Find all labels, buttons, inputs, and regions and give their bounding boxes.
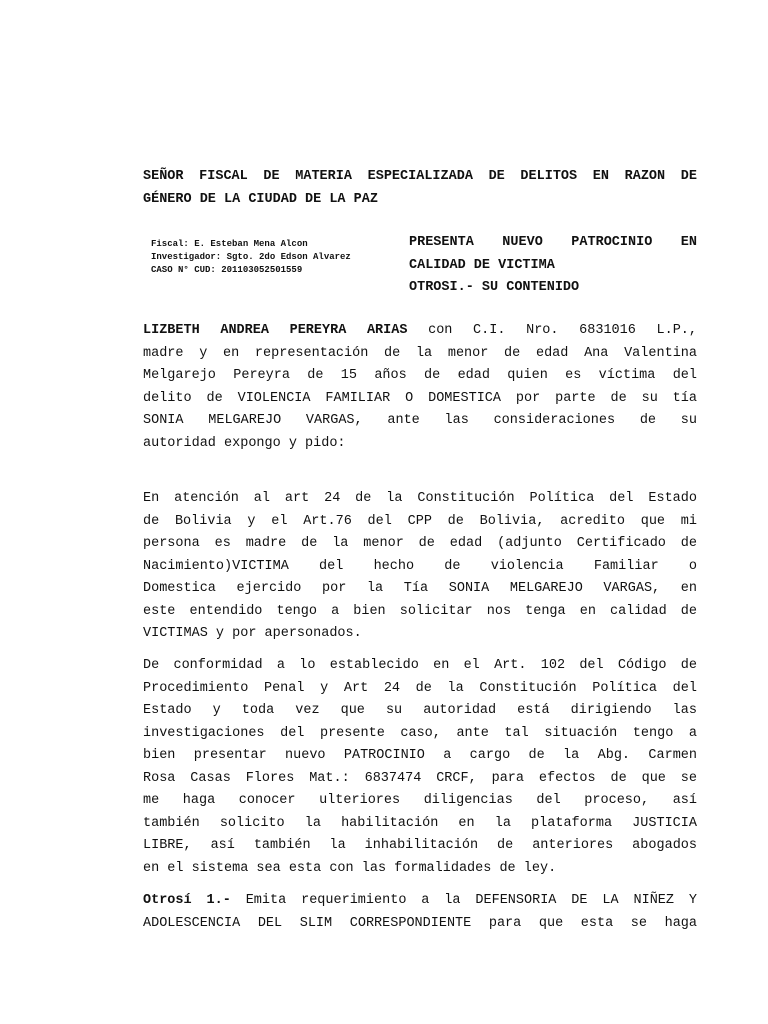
para2-line: investigaciones del presente caso, ante tal situación tengo a bbox=[143, 725, 697, 741]
para1-line: VICTIMAS y por apersonados. bbox=[143, 626, 362, 641]
case-investigador: Investigador: Sgto. 2do Edson Alvarez bbox=[151, 252, 351, 262]
para2-line: De conformidad a lo establecido en el Art. 102 del Código de bbox=[143, 658, 697, 673]
otrosi-line bbox=[143, 890, 697, 913]
reference-block bbox=[409, 232, 697, 300]
paragraph-2 bbox=[143, 655, 697, 880]
para2-line: en el sistema sea esta con las formalidades de ley. bbox=[143, 860, 557, 876]
paragraph-1 bbox=[143, 488, 697, 646]
otrosi-line: ADOLESCENCIA DEL SLIM CORRESPONDIENTE para que esta se haga bbox=[143, 915, 697, 931]
para1-line: En atención al art 24 de la Constitución Política del Estado bbox=[143, 491, 697, 506]
document-page bbox=[143, 0, 697, 1024]
heading-line-1: SEÑOR FISCAL DE MATERIA ESPECIALIZADA DE DELITOS EN RAZON DE bbox=[143, 169, 697, 184]
para2-line: bien presentar nuevo PATROCINIO a cargo de la Abg. Carmen bbox=[143, 748, 697, 763]
para2-line: Procedimiento Penal y Art 24 de la Constitución Política del bbox=[143, 680, 697, 696]
reference-line-3: OTROSI.- SU CONTENIDO bbox=[409, 280, 580, 295]
para1-line: de Bolivia y el Art.76 del CPP de Bolivia, acredito que mi bbox=[143, 513, 697, 529]
para2-line: Rosa Casas Flores Mat.: 6837474 CRCF, para efectos de que se bbox=[143, 770, 697, 786]
intro-line: delito de VIOLENCIA FAMILIAR O DOMESTICA por parte de su tía bbox=[143, 390, 697, 406]
case-number: CASO N° CUD: 201103052501559 bbox=[151, 265, 303, 275]
para2-line: también solicito la habilitación en la plataforma JUSTICIA bbox=[143, 815, 697, 831]
petitioner-name: LIZBETH ANDREA PEREYRA ARIAS bbox=[143, 323, 408, 338]
intro-line: SONIA MELGAREJO VARGAS, ante las consideraciones de su bbox=[143, 413, 697, 428]
otrosi-line-1-rest: Emita requerimiento a la DEFENSORIA DE LA NIÑEZ Y bbox=[230, 893, 697, 908]
case-fiscal: Fiscal: E. Esteban Mena Alcon bbox=[151, 239, 308, 249]
intro-line-1-rest: con C.I. Nro. 6831016 L.P., bbox=[407, 323, 698, 338]
intro-line bbox=[143, 320, 697, 343]
case-meta bbox=[151, 238, 381, 277]
para1-line: este entendido tengo a bien solicitar nos tenga en calidad de bbox=[143, 603, 697, 619]
intro-line: Melgarejo Pereyra de 15 años de edad quien es víctima del bbox=[143, 368, 697, 383]
reference-line-1: PRESENTA NUEVO PATROCINIO EN bbox=[409, 235, 697, 250]
para2-line: LIBRE, así también la inhabilitación de anteriores abogados bbox=[143, 838, 697, 853]
reference-line-2: CALIDAD DE VICTIMA bbox=[409, 257, 555, 273]
intro-paragraph bbox=[143, 320, 697, 455]
para2-line: me haga conocer ulteriores diligencias del proceso, así bbox=[143, 793, 697, 808]
intro-line: madre y en representación de la menor de edad Ana Valentina bbox=[143, 345, 697, 361]
para1-line: Nacimiento)VICTIMA del hecho de violencia Familiar o bbox=[143, 558, 697, 574]
otrosi-label: Otrosí 1.- bbox=[143, 893, 231, 908]
heading-line-2: GÉNERO DE LA CIUDAD DE LA PAZ bbox=[143, 191, 378, 207]
para2-line: Estado y toda vez que su autoridad está dirigiendo las bbox=[143, 703, 697, 718]
para1-line: Domestica ejercido por la Tía SONIA MELGAREJO VARGAS, en bbox=[143, 581, 697, 596]
intro-line: autoridad expongo y pido: bbox=[143, 435, 346, 451]
document-heading bbox=[143, 166, 697, 211]
para1-line: persona es madre de la menor de edad (adjunto Certificado de bbox=[143, 536, 697, 551]
otrosi-paragraph bbox=[143, 890, 697, 935]
